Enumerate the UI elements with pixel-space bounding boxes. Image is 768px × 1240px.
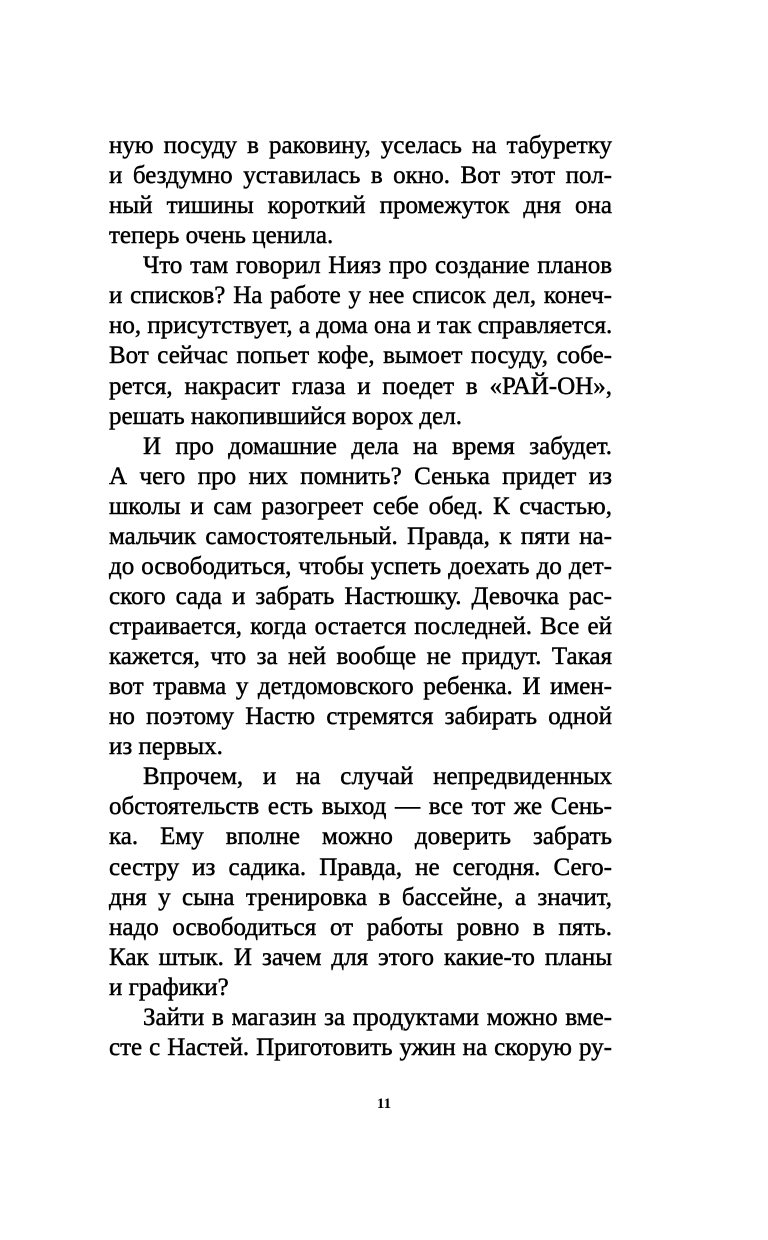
text-line: ный тишины короткий промежуток дня она <box>109 192 612 220</box>
text-line: и графики? <box>109 973 229 1001</box>
text-line: Впрочем, и на случай непредвиденных <box>143 763 612 791</box>
text-line: мальчик самостоятельный. Правда, к пяти на- <box>109 522 612 550</box>
text-line: сестру из садика. Правда, не сегодня. Сего- <box>109 853 612 881</box>
text-line: Как штык. И зачем для этого какие-то планы <box>109 943 612 971</box>
text-line: вот травма у детдомовского ребенка. И имен- <box>109 673 612 701</box>
text-line: сте с Настей. Приготовить ужин на скорую ру- <box>109 1033 612 1061</box>
text-line: ка. Ему вполне можно доверить забрать <box>109 823 612 851</box>
text-line: А чего про них помнить? Сенька придет из <box>109 462 612 490</box>
text-line: но, присутствует, а дома она и так справляется. <box>109 312 613 340</box>
text-line: дня у сына тренировка в бассейне, а значит, <box>109 883 612 911</box>
text-line: надо освободиться от работы ровно в пять. <box>109 913 612 941</box>
text-line: Зайти в магазин за продуктами можно вме- <box>143 1003 612 1031</box>
text-line: Что там говорил Нияз про создание планов <box>143 252 612 280</box>
text-line: теперь очень ценила. <box>109 222 334 250</box>
text-line: и списков? На работе у нее список дел, конеч- <box>109 282 612 310</box>
text-line: обстоятельств есть выход — все тот же Сень- <box>109 793 612 821</box>
text-line: но поэтому Настю стремятся забирать одной <box>109 703 612 731</box>
text-line: школы и сам разогреет себе обед. К счастью, <box>109 492 612 520</box>
text-line: до освободиться, чтобы успеть доехать до дет- <box>109 552 612 580</box>
page-number: 11 <box>376 1096 392 1112</box>
text-line: решать накопившийся ворох дел. <box>109 402 462 430</box>
text-line: страивается, когда остается последней. Все ей <box>109 613 612 640</box>
text-line: Вот сейчас попьет кофе, вымоет посуду, собе- <box>109 342 612 370</box>
text-line: кажется, что за ней вообще не придут. Такая <box>109 643 612 671</box>
text-line: рется, накрасит глаза и поедет в «РАЙ-ОН», <box>109 372 612 400</box>
text-line: ную посуду в раковину, уселась на табуретку <box>109 132 612 159</box>
text-line: из первых. <box>109 733 223 761</box>
text-line: И про домашние дела на время забудет. <box>143 432 612 460</box>
body-text <box>109 131 612 1063</box>
text-line: ского сада и забрать Настюшку. Девочка рас- <box>109 582 612 610</box>
text-line: и бездумно уставилась в окно. Вот этот пол- <box>109 162 612 190</box>
